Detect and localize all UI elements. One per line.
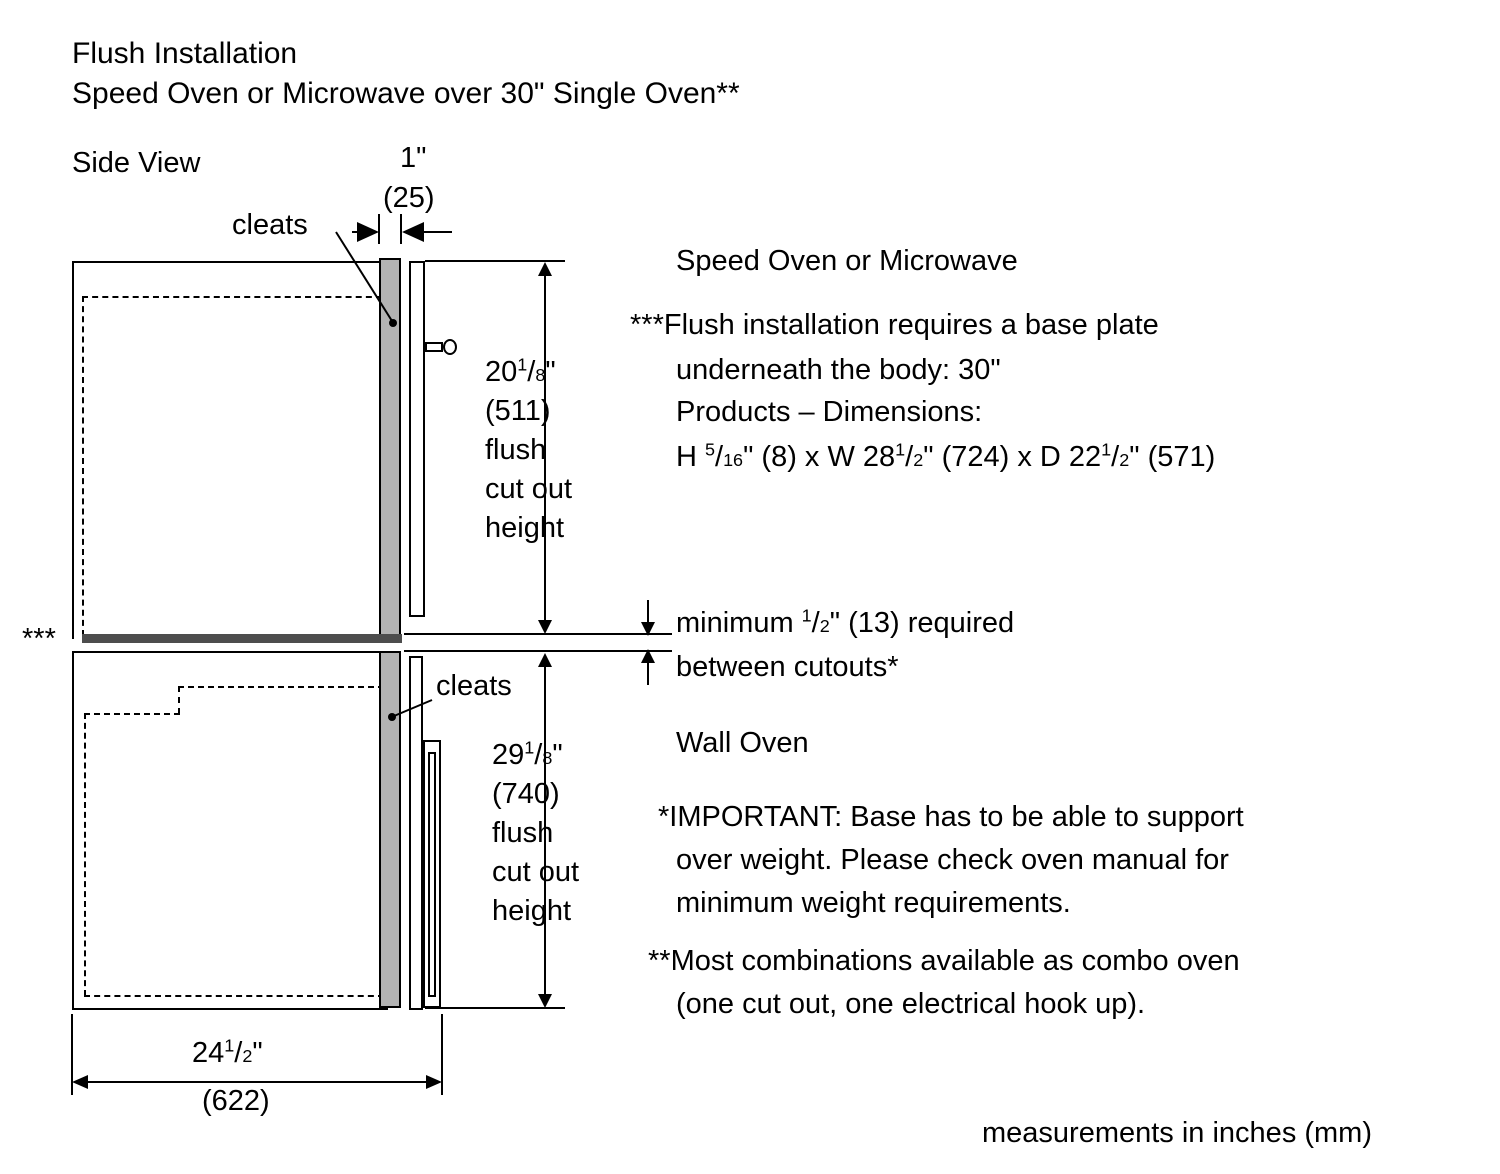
base-plate-note-text1: Flush installation requires a base plate [663,309,1159,341]
top-cabinet-top-edge [72,261,388,263]
top-cutout-desc3: height [485,512,565,544]
min-gap-note-line1: minimum $^1$/2" (13) required [676,605,1015,639]
base-plate-note-prefix: *** [630,309,664,341]
bottom-body-dashed-top [178,686,384,688]
bottom-cutout-frac-numerator: 1 [524,737,535,758]
depth-dimension-value: 24 [192,1037,225,1069]
bottom-cutout-desc3: height [492,895,572,927]
min-gap-pre: minimum [676,607,802,639]
top-cutout-frac-numerator: 1 [517,354,528,375]
bottom-cabinet-top-edge [72,651,388,653]
base-plate-note-line2: underneath the body: 30" [676,354,1001,386]
cleats-label-top: cleats [232,209,308,241]
min-gap-frac-d: 2 [819,616,830,636]
top-unit-frame-strip [379,258,401,640]
bottom-cutout-desc1: flush [492,817,554,849]
base-plate-note-line4: H $^5$/16" (8) x W $28^1/2$" (724) x D $22^1/2$" (571) [676,439,1216,473]
combo-note-line2: (one cut out, one electrical hook up). [676,988,1146,1020]
bottom-body-dashed-step-h [84,713,180,715]
important-note-line3: minimum weight requirements. [676,887,1071,919]
important-note-line1: *IMPORTANT: Base has to be able to support [658,801,1244,833]
top-unit-handle-knob [443,339,457,355]
bottom-unit-handle-bar [428,752,436,997]
gap-dimension-mm: (25) [383,182,435,214]
depth-dimension-unit: " [252,1037,263,1069]
bp-frac3-d: 2 [1119,450,1130,470]
top-cutout-unit: " [545,356,556,388]
depth-dimension: $24^1/2$" [192,1035,263,1069]
top-cabinet-left-edge [72,261,74,639]
base-plate-marker: *** [22,623,56,655]
bp-frac1-d: 16 [723,450,744,470]
bottom-body-dashed-left [84,713,86,996]
bp-line4-mid: " (8) x W 28 [743,441,896,473]
top-unit-handle [425,342,443,352]
min-gap-frac-n: 1 [801,605,812,626]
bottom-unit-door-panel [409,656,423,1010]
bottom-cutout-value: 29 [492,739,525,771]
top-cutout-mm: (511) [485,395,551,427]
bp-line4-end: " (571) [1129,441,1216,473]
gap-dimension-value: 1" [400,142,427,174]
combo-note-line1: **Most combinations available as combo oven [648,945,1240,977]
base-plate-note-line1 [630,308,1159,342]
bottom-cutout-frac-denominator: 8 [542,748,553,768]
page-title-line1: Flush Installation [72,37,298,70]
bottom-cabinet-left-edge [72,651,74,1010]
bp-frac1-n: 5 [705,439,715,460]
bottom-cutout-dimension: $29^1/8$" [492,737,563,771]
base-plate-bar [82,634,402,643]
top-body-dashed-left [82,296,84,636]
wall-oven-heading: Wall Oven [676,727,809,759]
page-title-line2: Speed Oven or Microwave over 30" Single Oven** [72,77,740,110]
top-cutout-value: 20 [485,356,518,388]
bottom-cutout-mm: (740) [492,778,560,810]
speed-oven-heading: Speed Oven or Microwave [676,245,1018,277]
bp-line4-mid2: " (724) x D 22 [923,441,1102,473]
important-note-line2: over weight. Please check oven manual for [676,844,1229,876]
top-unit-door-panel [409,261,425,617]
footer-note: measurements in inches (mm) [982,1117,1372,1149]
bottom-cabinet-bottom-edge [72,1008,388,1010]
base-plate-note-line3: Products – Dimensions: [676,396,983,428]
min-gap-post: " (13) required [829,607,1015,639]
bp-frac2-n: 1 [895,439,906,460]
top-cutout-frac-denominator: 8 [535,365,546,385]
min-gap-note-line2: between cutouts* [676,651,899,683]
top-cutout-desc1: flush [485,434,547,466]
bottom-body-dashed-step-v [178,686,180,714]
top-cutout-desc2: cut out [485,473,573,505]
depth-frac-denominator: 2 [242,1046,253,1066]
bp-frac3-n: 1 [1101,439,1112,460]
bottom-unit-frame-strip [379,651,401,1008]
depth-frac-numerator: 1 [224,1035,235,1056]
top-cutout-dimension: $20^1/8$" [485,354,556,388]
bp-line4-pre: H [676,441,705,473]
top-body-dashed-top [82,296,382,298]
bottom-body-dashed-bottom [84,995,384,997]
view-label: Side View [72,147,201,179]
cleats-label-bottom: cleats [436,670,512,702]
depth-dimension-mm: (622) [202,1085,270,1117]
bp-frac2-d: 2 [913,450,924,470]
bottom-cutout-unit: " [552,739,563,771]
bottom-cutout-desc2: cut out [492,856,580,888]
